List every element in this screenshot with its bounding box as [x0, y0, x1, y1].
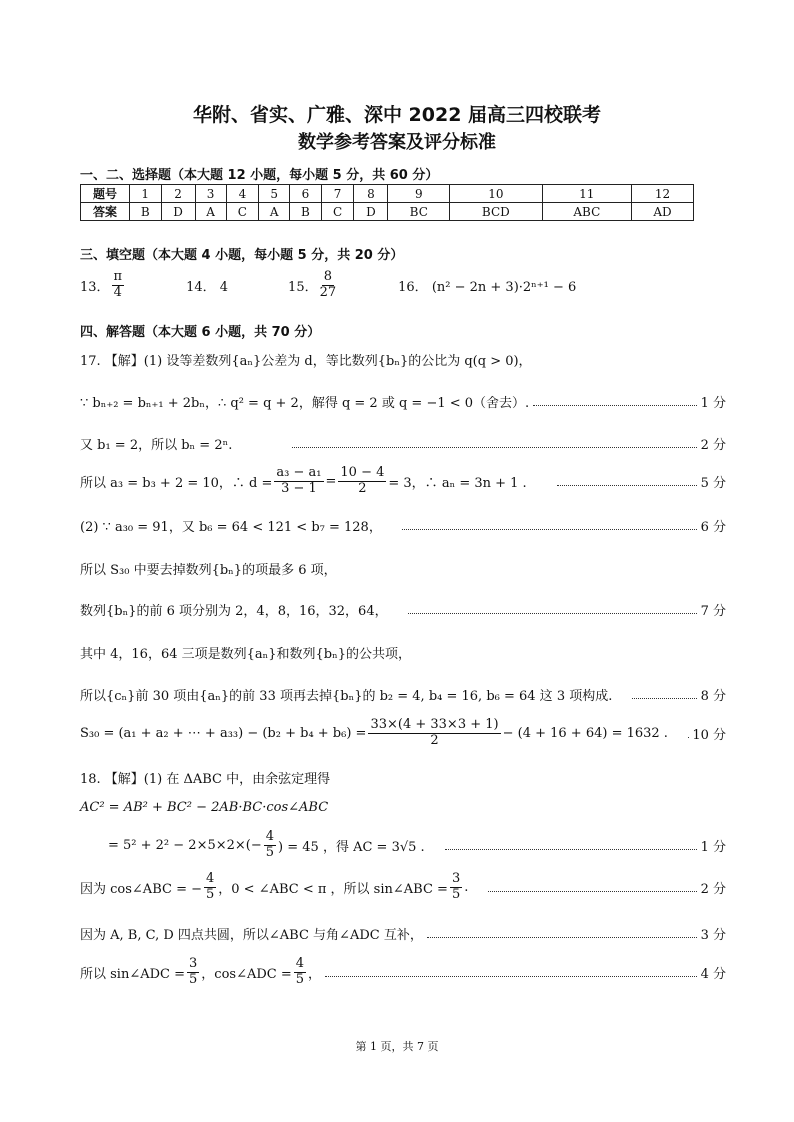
- leader-dots: [445, 841, 697, 850]
- solution-line: [80, 600, 726, 619]
- solution-line: [80, 872, 726, 903]
- solution-line: AC² = AB² + BC² − 2AB·BC·cos∠ABC: [80, 800, 329, 815]
- fraction: [204, 872, 216, 903]
- line-text: 因为 A, B, C, D 四点共圆，所以∠ABC 与角∠ADC 互补，: [80, 928, 423, 943]
- solution-line: [80, 434, 726, 453]
- leader-dots: [632, 690, 696, 699]
- solution-line: 其中 4，16，64 三项是数列{aₙ}和数列{bₙ}的公共项，: [80, 647, 412, 662]
- q16-answer: 16． (n² − 2n + 3)·2ⁿ⁺¹ − 6: [398, 279, 577, 295]
- line-text: − (4 + 16 + 64) = 1632 .: [502, 725, 668, 741]
- denominator: 2: [430, 732, 439, 748]
- numerator: 3: [451, 871, 461, 886]
- line-text: 因为 cos∠ABC = −: [80, 881, 202, 897]
- score: 4 分: [700, 966, 726, 982]
- table-cell: 6: [290, 185, 322, 203]
- numerator: a₃ − a₁: [276, 465, 322, 480]
- table-cell: A: [195, 203, 226, 221]
- table-cell: 3: [195, 185, 226, 203]
- answer-table: [80, 184, 694, 221]
- leader-dots: [427, 929, 697, 938]
- fraction: [274, 466, 323, 497]
- numerator: 3: [189, 956, 198, 971]
- numerator: 33×(4 + 33×3 + 1): [370, 717, 499, 732]
- table-cell: 10: [450, 185, 542, 203]
- leader-dots: [408, 605, 697, 614]
- table-cell: 4: [226, 185, 259, 203]
- solution-line: [80, 516, 726, 535]
- fraction: [187, 957, 199, 988]
- fraction: [294, 957, 306, 988]
- table-cell: D: [354, 203, 388, 221]
- page-subtitle: 数学参考答案及评分标准: [298, 132, 496, 153]
- table-cell: ABC: [542, 203, 631, 221]
- denominator: 3 − 1: [281, 480, 317, 496]
- section1-heading: 一、二、选择题（本大题 12 小题，每小题 5 分，共 60 分）: [80, 168, 439, 183]
- table-cell: 1: [130, 185, 162, 203]
- score: 2 分: [700, 438, 726, 453]
- table-cell: 7: [321, 185, 354, 203]
- row-label-answer: 答案: [81, 203, 130, 221]
- line-text: 所以{cₙ}前 30 项由{aₙ}的前 33 项再去掉{bₙ}的 b₂ = 4, b₄ = 16, b₆ = 64 这 3 项构成.: [80, 689, 613, 704]
- solution-line: [80, 685, 726, 704]
- row-label-number: 题号: [81, 185, 130, 203]
- score: 5 分: [700, 475, 726, 491]
- table-cell: 2: [161, 185, 195, 203]
- leader-dots: [402, 521, 697, 530]
- table-cell: B: [290, 203, 322, 221]
- line-text: 所以 sin∠ADC =: [80, 966, 186, 982]
- fill-in-answers: [80, 270, 576, 301]
- fraction: [338, 466, 386, 497]
- table-row: [81, 185, 694, 203]
- q13-fraction: [112, 270, 125, 301]
- denominator: 5: [205, 886, 215, 902]
- line-text: .: [464, 879, 469, 895]
- leader-dots: [292, 439, 696, 448]
- denominator: 5: [295, 971, 305, 987]
- fraction: [450, 872, 462, 903]
- denominator: 4: [113, 284, 122, 300]
- solution-line: 18. 【解】(1) 在 ΔABC 中，由余弦定理得: [80, 772, 331, 787]
- q13-label: 13．: [80, 279, 110, 295]
- table-cell: C: [321, 203, 354, 221]
- solution-line: [80, 718, 726, 749]
- solution-line: [80, 392, 726, 411]
- solution-line: [80, 466, 726, 497]
- q15-fraction: [320, 270, 337, 301]
- table-cell: AD: [632, 203, 694, 221]
- line-text: 数列{bₙ}的前 6 项分别为 2，4，8，16，32，64，: [80, 604, 388, 619]
- line-text: ) = 45 ，得 AC = 3√5 .: [278, 839, 425, 855]
- table-cell: C: [226, 203, 259, 221]
- line-text: ，cos∠ADC =: [201, 966, 292, 982]
- table-cell: D: [161, 203, 195, 221]
- solution-line: [80, 924, 726, 943]
- line-text: ，0 < ∠ABC < π ，所以 sin∠ABC =: [218, 881, 448, 897]
- line-text: ，: [308, 966, 322, 982]
- numerator: 4: [205, 871, 215, 886]
- section3-heading: 三、填空题（本大题 4 小题，每小题 5 分，共 20 分）: [80, 248, 404, 263]
- q14-answer: 14． 4: [186, 279, 229, 295]
- table-cell: 12: [632, 185, 694, 203]
- leader-dots: [488, 883, 696, 892]
- table-cell: 9: [388, 185, 450, 203]
- table-cell: 5: [259, 185, 290, 203]
- fraction: [368, 718, 500, 749]
- section4-heading: 四、解答题（本大题 6 小题，共 70 分）: [80, 325, 321, 340]
- table-cell: B: [130, 203, 162, 221]
- score: 7 分: [700, 604, 726, 619]
- line-text: = 3，∴ aₙ = 3n + 1 .: [388, 475, 527, 491]
- line-text: = 5² + 2² − 2×5×2×(−: [108, 837, 262, 853]
- solution-line: [108, 830, 726, 861]
- table-cell: A: [259, 203, 290, 221]
- score: 2 分: [700, 881, 726, 897]
- score: 8 分: [700, 689, 726, 704]
- denominator: 2: [358, 480, 367, 496]
- page-footer: 第 1 页，共 7 页: [355, 1040, 439, 1053]
- score: 3 分: [700, 928, 726, 943]
- table-cell: 11: [542, 185, 631, 203]
- denominator: 5: [189, 971, 198, 987]
- line-text: 所以 a₃ = b₃ + 2 = 10，∴ d =: [80, 475, 273, 491]
- denominator: 27: [319, 284, 337, 300]
- line-text: 又 b₁ = 2，所以 bₙ = 2ⁿ.: [80, 438, 233, 453]
- score: 6 分: [700, 520, 726, 535]
- solution-line: 17. 【解】(1) 设等差数列{aₙ}公差为 d，等比数列{bₙ}的公比为 q(q > 0)，: [80, 354, 532, 369]
- table-cell: BC: [388, 203, 450, 221]
- solution-line: [80, 957, 726, 988]
- score: 1 分: [700, 839, 726, 855]
- leader-dots: [533, 397, 696, 406]
- numerator: 10 − 4: [340, 465, 385, 480]
- denominator: 5: [451, 886, 461, 902]
- table-cell: 8: [354, 185, 388, 203]
- score: 10 分: [692, 727, 726, 743]
- denominator: 5: [265, 844, 275, 860]
- line-text: S₃₀ = (a₁ + a₂ + ⋯ + a₃₃) − (b₂ + b₄ + b₆) =: [80, 725, 367, 741]
- numerator: 8: [323, 269, 332, 284]
- numerator: 4: [265, 829, 275, 844]
- line-text: =: [325, 473, 337, 489]
- table-row: [81, 203, 694, 221]
- q15-label: 15．: [288, 279, 318, 295]
- numerator: 4: [295, 956, 305, 971]
- line-text: (2) ∵ a₃₀ = 91，又 b₆ = 64 < 121 < b₇ = 128，: [80, 520, 382, 535]
- fraction: [264, 830, 276, 861]
- page-title: 华附、省实、广雅、深中 2022 届高三四校联考: [192, 104, 602, 126]
- line-text: ∵ bₙ₊₂ = bₙ₊₁ + 2bₙ，∴ q² = q + 2，解得 q = 2 或 q = −1 < 0（舍去）.: [80, 396, 530, 411]
- score: 1 分: [700, 396, 726, 411]
- solution-line: 所以 S₃₀ 中要去掉数列{bₙ}的项最多 6 项，: [80, 563, 337, 578]
- leader-dots: [325, 968, 697, 977]
- numerator: π: [113, 269, 123, 284]
- table-cell: BCD: [450, 203, 542, 221]
- leader-dots: [557, 477, 697, 486]
